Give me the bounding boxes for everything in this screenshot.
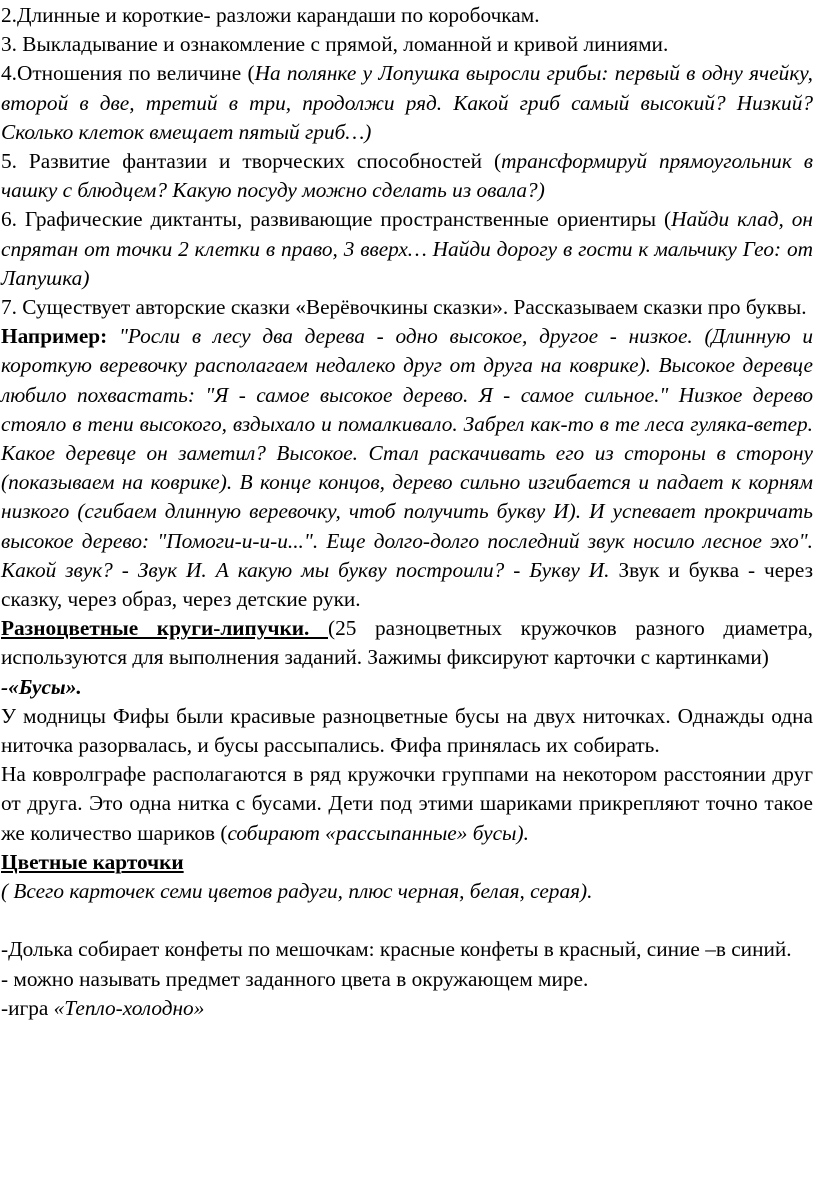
beads-para-1-text: У модницы Фифы были красивые разноцветные бусы на двух ниточках. Однажды одна ниточка разорвалась, и бусы рассыпались. Фифа принялась их собирать.	[1, 703, 813, 758]
item-6-italic: Найди клад, он спрятан от точки 2 клетки в право, 3 вверх… Найди дорогу в гости к мальчику Гео: от Лапушка)	[1, 207, 813, 290]
cards-line-1	[1, 935, 813, 964]
item-7	[1, 293, 813, 322]
item-7-text: 7. Существует авторские сказки «Верёвочкины сказки». Рассказываем сказки про буквы.	[1, 295, 807, 320]
cards-line-3	[1, 994, 813, 1023]
item-3	[1, 30, 813, 59]
beads-para-2-italic: собирают «рассыпанные» бусы).	[227, 820, 529, 845]
example-tail: Звук и буква - через сказку, через образ, через детские руки.	[1, 557, 813, 612]
item-6-prefix: 6. Графические диктанты, развивающие пространственные ориентиры (	[1, 207, 672, 232]
beads-title-text: -«Бусы».	[1, 674, 82, 699]
example-story: "Росли в лесу два дерева - одно высокое, другое - низкое. (Длинную и короткую веревочку располагаем недалеко друг от друга на коврике). Высокое деревце любило похвастать: "Я - самое высокое дерево. Я - самое сильное." Низкое дерево стояло в тени высокого, вздыхало и помалкивало. Забрел как-то в те леса гуляка-ветер. Какое деревце он заметил? Высокое. Стал раскачивать его из стороны в сторону (показываем на коврике). В конце концов, дерево сильно изгибается и падает к корням низкого (сгибаем длинную веревочку, чтоб получить букву И). И успевает прокричать высокое дерево: "Помоги-и-и-и...". Еще долго-долго последний звук носило лесное эхо". Какой звук? - Звук И. А какую мы букву построили? - Букву И.	[1, 324, 813, 582]
beads-para-2	[1, 760, 813, 848]
item-5	[1, 147, 813, 205]
item-5-italic: трансформируй прямоугольник в чашку с блюдцем? Какую посуду можно сделать из овала?)	[1, 149, 813, 203]
cards-line-1-text: -Долька собирает конфеты по мешочкам: красные конфеты в красный, синие –в синий.	[1, 937, 792, 962]
cards-note	[1, 877, 813, 906]
beads-para-2-text: На ковролграфе располагаются в ряд кружочки группами на некотором расстоянии друг от друга. Это одна нитка с бусами. Дети под этими шариками прикрепляют точно такое же количество шариков (	[1, 762, 813, 845]
item-2-text: 2.Длинные и короткие- разложи карандаши по коробочкам.	[1, 3, 540, 27]
item-4	[1, 59, 813, 147]
circles-text: (25 разноцветных кружочков разного диаметра, используются для выполнения заданий. Зажимы фиксируют карточки с картинками)	[1, 616, 813, 670]
cards-line-3-prefix: -игра	[1, 995, 54, 1020]
cards-line-2-text: - можно называть предмет заданного цвета в окружающем мире.	[1, 966, 589, 991]
cards-heading	[1, 848, 813, 877]
example-paragraph	[1, 322, 813, 614]
item-4-italic: На полянке у Лопушка выросли грибы: первый в одну ячейку, второй в две, третий в три, продолжи ряд. Какой гриб самый высокий? Низкий? Сколько клеток вмещает пятый гриб…)	[1, 61, 813, 144]
cards-line-3-italic: «Тепло-холодно»	[53, 995, 205, 1020]
item-6	[1, 205, 813, 293]
cards-line-2	[1, 965, 813, 994]
blank-line	[1, 906, 813, 935]
circles-heading: Разноцветные круги-липучки.	[1, 616, 328, 641]
circles-paragraph	[1, 614, 813, 672]
item-4-prefix: 4.Отношения по величине (	[1, 61, 255, 86]
item-2	[1, 1, 813, 30]
cards-heading-text: Цветные карточки	[1, 849, 184, 874]
beads-para-1	[1, 702, 813, 760]
beads-title	[1, 673, 813, 702]
item-5-prefix: 5. Развитие фантазии и творческих способностей (	[1, 149, 502, 174]
item-3-text: 3. Выкладывание и ознакомление с прямой, ломанной и кривой линиями.	[1, 32, 669, 57]
example-label: Например:	[1, 324, 108, 349]
cards-note-text: ( Всего карточек семи цветов радуги, плюс черная, белая, серая).	[1, 879, 593, 904]
